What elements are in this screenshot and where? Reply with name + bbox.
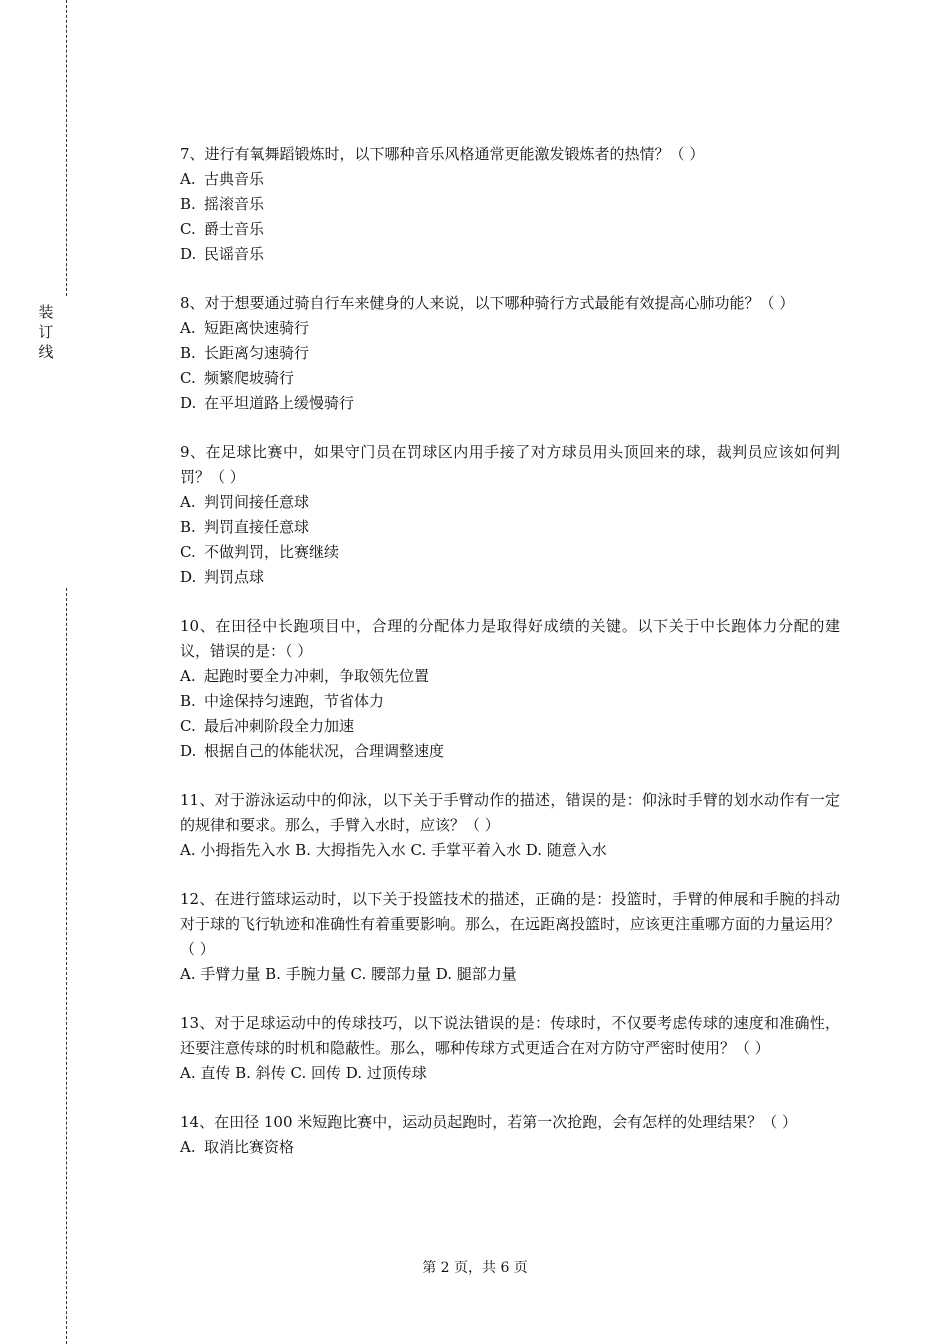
- option-letter: C.: [180, 543, 196, 561]
- question-stem: 12、在进行篮球运动时，以下关于投篮技术的描述，正确的是：投篮时，手臂的伸展和手腕的抖动对于球的飞行轨迹和准确性有着重要影响。那么，在远距离投篮时，应该更注重哪方面的力量运用？（ ）: [180, 890, 841, 958]
- question-14: [180, 1110, 840, 1160]
- option-b: [180, 515, 840, 540]
- option-letter: B.: [180, 195, 196, 213]
- option-letter: C.: [180, 717, 196, 735]
- option-c: C. 回传: [290, 1064, 341, 1082]
- option-c: [180, 366, 840, 391]
- option-letter: B.: [180, 344, 196, 362]
- option-letter: B.: [180, 518, 196, 536]
- option-letter: A.: [180, 170, 196, 188]
- option-c: C. 腰部力量: [350, 965, 431, 983]
- binding-char: 订: [38, 323, 54, 341]
- option-text: 判罚点球: [204, 568, 265, 586]
- option-d: [180, 242, 840, 267]
- option-text: 短距离快速骑行: [204, 319, 310, 337]
- question-11: [180, 788, 840, 863]
- option-d: [180, 391, 840, 416]
- option-letter: D.: [180, 568, 197, 586]
- question-9: [180, 440, 840, 590]
- option-d: D. 随意入水: [525, 841, 607, 859]
- option-c: [180, 540, 840, 565]
- inline-options: [180, 1061, 840, 1086]
- option-letter: A.: [180, 667, 196, 685]
- option-text: 不做判罚，比赛继续: [204, 543, 340, 561]
- question-stem: 9、在足球比赛中，如果守门员在罚球区内用手接了对方球员用头顶回来的球，裁判员应该如何判罚？（ ）: [180, 443, 840, 486]
- option-text: 中途保持匀速跑，节省体力: [204, 692, 385, 710]
- option-c: [180, 714, 840, 739]
- option-a: [180, 167, 840, 192]
- option-letter: C.: [180, 369, 196, 387]
- question-12: [180, 887, 840, 987]
- option-text: 判罚间接任意球: [204, 493, 310, 511]
- option-letter: D.: [180, 245, 197, 263]
- option-text: 爵士音乐: [204, 220, 265, 238]
- option-text: 起跑时要全力冲刺，争取领先位置: [204, 667, 430, 685]
- question-13: [180, 1011, 840, 1086]
- option-text: 在平坦道路上缓慢骑行: [204, 394, 355, 412]
- option-d: D. 过顶传球: [345, 1064, 427, 1082]
- option-letter: A.: [180, 1138, 196, 1156]
- option-a: A. 手臂力量: [180, 965, 261, 983]
- option-a: A. 直传: [180, 1064, 231, 1082]
- inline-options: [180, 962, 840, 987]
- option-text: 摇滚音乐: [204, 195, 265, 213]
- option-text: 取消比赛资格: [204, 1138, 295, 1156]
- option-text: 古典音乐: [204, 170, 265, 188]
- option-a: [180, 316, 840, 341]
- binding-char: 线: [38, 343, 54, 361]
- binding-char: 装: [38, 303, 54, 321]
- option-b: [180, 341, 840, 366]
- option-letter: A.: [180, 493, 196, 511]
- option-text: 判罚直接任意球: [204, 518, 310, 536]
- page-number: 第 2 页，共 6 页: [422, 1260, 528, 1276]
- option-b: B. 斜传: [235, 1064, 286, 1082]
- option-a: [180, 1135, 840, 1160]
- binding-line-bottom: [66, 588, 67, 1344]
- question-8: [180, 291, 840, 416]
- option-text: 频繁爬坡骑行: [204, 369, 295, 387]
- option-letter: C.: [180, 220, 196, 238]
- option-text: 根据自己的体能状况，合理调整速度: [204, 742, 445, 760]
- binding-line-top: [66, 0, 67, 296]
- option-d: D. 腿部力量: [435, 965, 517, 983]
- question-stem: 10、在田径中长跑项目中，合理的分配体力是取得好成绩的关键。以下关于中长跑体力分配的建议，错误的是：（ ）: [180, 617, 840, 660]
- binding-label: [36, 302, 56, 362]
- option-c: C. 手掌平着入水: [410, 841, 521, 859]
- question-stem: 14、在田径 100 米短跑比赛中，运动员起跑时，若第一次抢跑，会有怎样的处理结果？（ ）: [180, 1113, 798, 1131]
- option-b: B. 大拇指先入水: [295, 841, 406, 859]
- option-b: B. 手腕力量: [265, 965, 346, 983]
- option-text: 长距离匀速骑行: [204, 344, 310, 362]
- option-b: [180, 192, 840, 217]
- question-stem: 11、对于游泳运动中的仰泳，以下关于手臂动作的描述，错误的是：仰泳时手臂的划水动作有一定的规律和要求。那么，手臂入水时，应该？（ ）: [180, 791, 840, 834]
- option-d: [180, 739, 840, 764]
- option-a: A. 小拇指先入水: [180, 841, 291, 859]
- inline-options: [180, 838, 840, 863]
- question-10: [180, 614, 840, 764]
- option-text: 最后冲刺阶段全力加速: [204, 717, 355, 735]
- option-letter: D.: [180, 742, 197, 760]
- option-letter: B.: [180, 692, 196, 710]
- option-a: [180, 490, 840, 515]
- question-stem: 7、进行有氧舞蹈锻炼时，以下哪种音乐风格通常更能激发锻炼者的热情？（ ）: [180, 145, 705, 163]
- option-text: 民谣音乐: [204, 245, 265, 263]
- option-d: [180, 565, 840, 590]
- question-7: [180, 142, 840, 267]
- option-letter: D.: [180, 394, 197, 412]
- option-c: [180, 217, 840, 242]
- question-list: [180, 142, 840, 1184]
- option-a: [180, 664, 840, 689]
- question-stem: 13、对于足球运动中的传球技巧，以下说法错误的是：传球时，不仅要考虑传球的速度和准确性，还要注意传球的时机和隐蔽性。那么，哪种传球方式更适合在对方防守严密时使用？（ ）: [180, 1014, 840, 1057]
- option-b: [180, 689, 840, 714]
- option-letter: A.: [180, 319, 196, 337]
- question-stem: 8、对于想要通过骑自行车来健身的人来说，以下哪种骑行方式最能有效提高心肺功能？（ ）: [180, 294, 795, 312]
